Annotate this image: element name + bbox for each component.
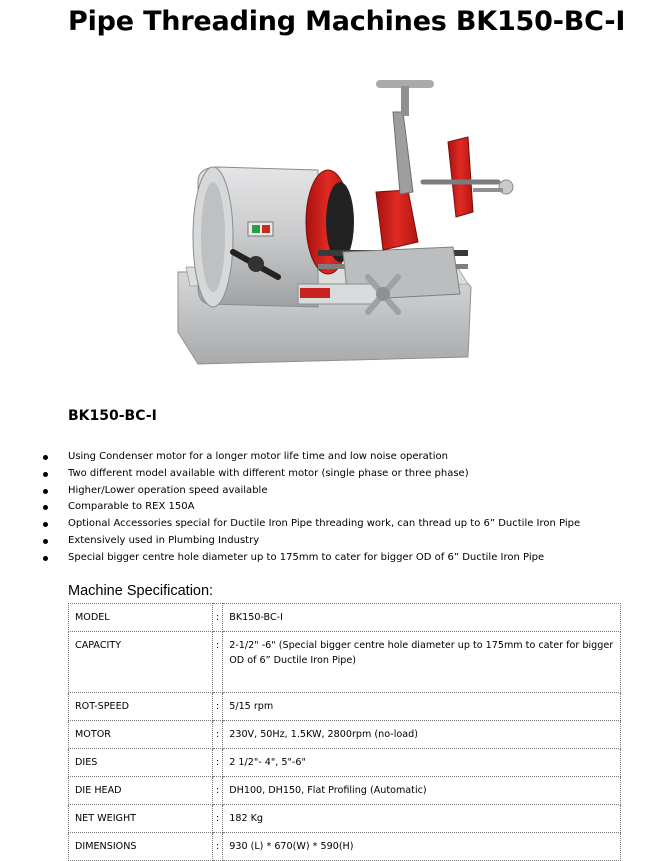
spec-value: DH100, DH150, Flat Profiling (Automatic) [223, 777, 621, 805]
spec-label: CAPACITY [69, 632, 213, 693]
spec-label: DIMENSIONS [69, 833, 213, 861]
spec-row-dimensions [69, 833, 621, 861]
spec-label: DIE HEAD [69, 777, 213, 805]
spec-value: 930 (L) * 670(W) * 590(H) [223, 833, 621, 861]
spec-heading: Machine Specification: [68, 583, 214, 599]
spec-separator: : [213, 777, 223, 805]
product-photo [168, 72, 518, 377]
feature-item: Optional Accessories special for Ductile Iron Pipe threading work, can thread up to 6” Ductile Iron Pipe [40, 516, 580, 533]
spec-label: MODEL [69, 604, 213, 632]
spec-separator: : [213, 749, 223, 777]
spec-value: 182 Kg [223, 805, 621, 833]
bullet-icon [43, 539, 48, 544]
spec-label: DIES [69, 749, 213, 777]
feature-item: Using Condenser motor for a longer motor life time and low noise operation [40, 449, 580, 466]
spec-separator: : [213, 721, 223, 749]
spec-row-net-weight [69, 805, 621, 833]
spec-separator: : [213, 833, 223, 861]
bullet-icon [43, 556, 48, 561]
spec-label: ROT-SPEED [69, 693, 213, 721]
spec-label: NET WEIGHT [69, 805, 213, 833]
bullet-icon [43, 455, 48, 460]
bullet-icon [43, 489, 48, 494]
page-title: Pipe Threading Machines BK150-BC-I [68, 6, 626, 37]
spec-row-die-head [69, 777, 621, 805]
spec-row-dies [69, 749, 621, 777]
feature-item: Two different model available with different motor (single phase or three phase) [40, 466, 580, 483]
bullet-icon [43, 472, 48, 477]
spec-value: 2-1/2" -6" (Special bigger centre hole diameter up to 175mm to cater for bigger OD of 6” Ductile Iron Pipe) [223, 632, 621, 693]
feature-item: Special bigger centre hole diameter up to 175mm to cater for bigger OD of 6” Ductile Iron Pipe [40, 550, 580, 567]
spec-separator: : [213, 693, 223, 721]
bullet-icon [43, 505, 48, 510]
spec-value: BK150-BC-I [223, 604, 621, 632]
spec-row-capacity [69, 632, 621, 693]
spec-value: 230V, 50Hz, 1.5KW, 2800rpm (no-load) [223, 721, 621, 749]
spec-row-motor [69, 721, 621, 749]
spec-separator: : [213, 805, 223, 833]
feature-item: Extensively used in Plumbing Industry [40, 533, 580, 550]
feature-item: Higher/Lower operation speed available [40, 483, 580, 500]
spec-row-rot-speed [69, 693, 621, 721]
spec-value: 2 1/2"- 4", 5"-6" [223, 749, 621, 777]
spec-separator: : [213, 632, 223, 693]
feature-list [40, 449, 580, 567]
spec-separator: : [213, 604, 223, 632]
spec-row-model [69, 604, 621, 632]
model-heading: BK150-BC-I [68, 408, 157, 424]
feature-item: Comparable to REX 150A [40, 499, 580, 516]
spec-value: 5/15 rpm [223, 693, 621, 721]
spec-label: MOTOR [69, 721, 213, 749]
spec-table [68, 603, 621, 861]
bullet-icon [43, 522, 48, 527]
